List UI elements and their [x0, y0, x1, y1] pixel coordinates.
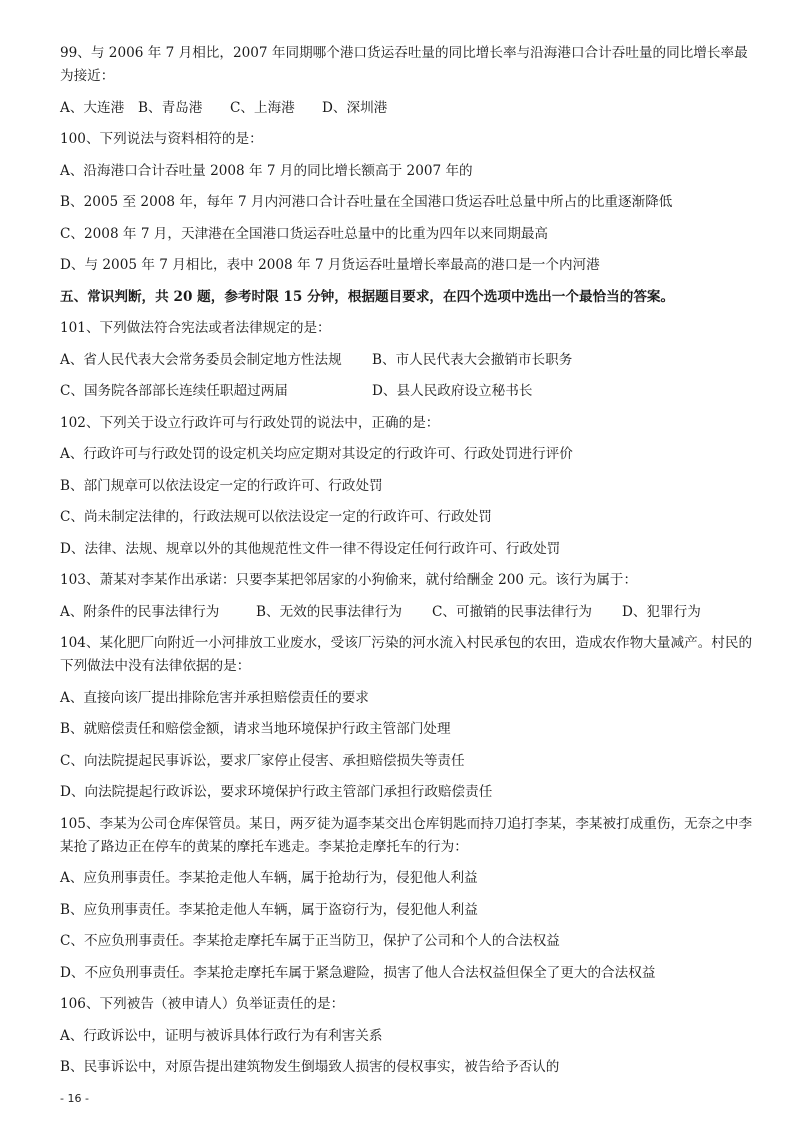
- q101-option-b: B、市人民代表大会撤销市长职务: [372, 351, 573, 368]
- q103-option-a: A、附条件的民事法律行为: [60, 603, 220, 620]
- q101-option-d: D、县人民政府设立秘书长: [372, 383, 533, 399]
- q103-option-c: C、可撤销的民事法律行为: [432, 603, 592, 620]
- q104-option-d: D、向法院提起行政诉讼，要求环境保护行政主管部门承担行政赔偿责任: [60, 784, 493, 800]
- q102-stem: 102、下列关于设立行政许可与行政处罚的说法中，正确的是：: [60, 414, 440, 431]
- document-page: [60, 42, 760, 1088]
- q104-stem: 104、某化肥厂向附近一小河排放工业废水，受该厂污染的河水流入村民承包的农田，造成农作物大量减产。村民的下列做法中没有法律依据的是：: [60, 635, 753, 674]
- q102-option-d: D、法律、法规、规章以外的其他规范性文件一律不得设定任何行政许可、行政处罚: [60, 540, 561, 557]
- q99-option-d: D、深圳港: [322, 99, 388, 116]
- q99-stem: 99、与 2006 年 7 月相比，2007 年同期哪个港口货运吞吐量的同比增长率与沿海港口合计吞吐量的同比增长率最为接近：: [60, 45, 748, 84]
- q106-stem: 106、下列被告（被申请人）负举证责任的是：: [60, 996, 345, 1012]
- q102-option-b: B、部门规章可以依法设定一定的行政许可、行政处罚: [60, 477, 383, 494]
- q101-stem: 101、下列做法符合宪法或者法律规定的是：: [60, 320, 331, 336]
- q100-option-b: B、2005 至 2008 年，每年 7 月内河港口合计吞吐量在全国港口货运吞吐总量中所占的比重逐渐降低: [60, 194, 673, 210]
- q104-option-c: C、向法院提起民事诉讼，要求厂家停止侵害、承担赔偿损失等责任: [60, 752, 465, 769]
- q102-option-c: C、尚未制定法律的，行政法规可以依法设定一定的行政许可、行政处罚: [60, 509, 492, 525]
- q100-option-a: A、沿海港口合计吞吐量 2008 年 7 月的同比增长额高于 2007 年的: [60, 162, 473, 179]
- q101-options-row1: [60, 349, 760, 372]
- q101-option-c: C、国务院各部部长连续任职超过两届: [60, 383, 288, 399]
- q101-option-a: A、省人民代表大会常务委员会制定地方性法规: [60, 351, 342, 368]
- q106-option-b: B、民事诉讼中，对原告提出建筑物发生倒塌致人损害的侵权事实，被告给予否认的: [60, 1059, 560, 1075]
- q99-options: [60, 97, 760, 120]
- q105-option-c: C、不应负刑事责任。李某抢走摩托车属于正当防卫，保护了公司和个人的合法权益: [60, 933, 560, 949]
- q106-option-a: A、行政诉讼中，证明与被诉具体行政行为有利害关系: [60, 1027, 383, 1044]
- q104-option-a: A、直接向该厂提出排除危害并承担赔偿责任的要求: [60, 689, 369, 706]
- q100-option-c: C、2008 年 7 月，天津港在全国港口货运吞吐总量中的比重为四年以来同期最高: [60, 225, 549, 242]
- q105-option-d: D、不应负刑事责任。李某抢走摩托车属于紧急避险，损害了他人合法权益但保全了更大的合法权益: [60, 964, 656, 981]
- q103-option-b: B、无效的民事法律行为: [256, 603, 402, 620]
- q100-stem: 100、下列说法与资料相符的是：: [60, 131, 263, 147]
- q99-option-b: B、青岛港: [138, 99, 203, 116]
- q99-option-c: C、上海港: [230, 99, 295, 116]
- q100-option-d: D、与 2005 年 7 月相比，表中 2008 年 7 月货运吞吐量增长率最高的港口是一个内河港: [60, 257, 600, 273]
- q104-option-b: B、就赔偿责任和赔偿金额，请求当地环境保护行政主管部门处理: [60, 721, 451, 737]
- q105-option-b: B、应负刑事责任。李某抢走他人车辆，属于盗窃行为，侵犯他人利益: [60, 901, 478, 918]
- q103-options: [60, 601, 760, 624]
- q105-stem: 105、李某为公司仓库保管员。某日，两歹徒为逼李某交出仓库钥匙而持刀追打李某，李某被打成重伤，无奈之中李某抢了路边正在停车的黄某的摩托车逃走。李某抢走摩托车的行为：: [60, 815, 753, 855]
- q102-option-a: A、行政许可与行政处罚的设定机关均应定期对其设定的行政许可、行政处罚进行评价: [60, 446, 573, 462]
- q101-options-row2: [60, 380, 760, 403]
- page-number: - 16 -: [60, 1092, 89, 1105]
- section-heading: 五、常识判断，共 20 题，参考时限 15 分钟，根据题目要求，在四个选项中选出一个最恰当的答案。: [60, 288, 675, 305]
- q103-option-d: D、犯罪行为: [622, 603, 701, 620]
- q99-option-a: A、大连港: [60, 99, 125, 116]
- q105-option-a: A、应负刑事责任。李某抢走他人车辆，属于抢劫行为，侵犯他人利益: [60, 870, 478, 886]
- q103-stem: 103、萧某对李某作出承诺：只要李某把邻居家的小狗偷来，就付给酬金 200 元。该行为属于：: [60, 572, 638, 588]
